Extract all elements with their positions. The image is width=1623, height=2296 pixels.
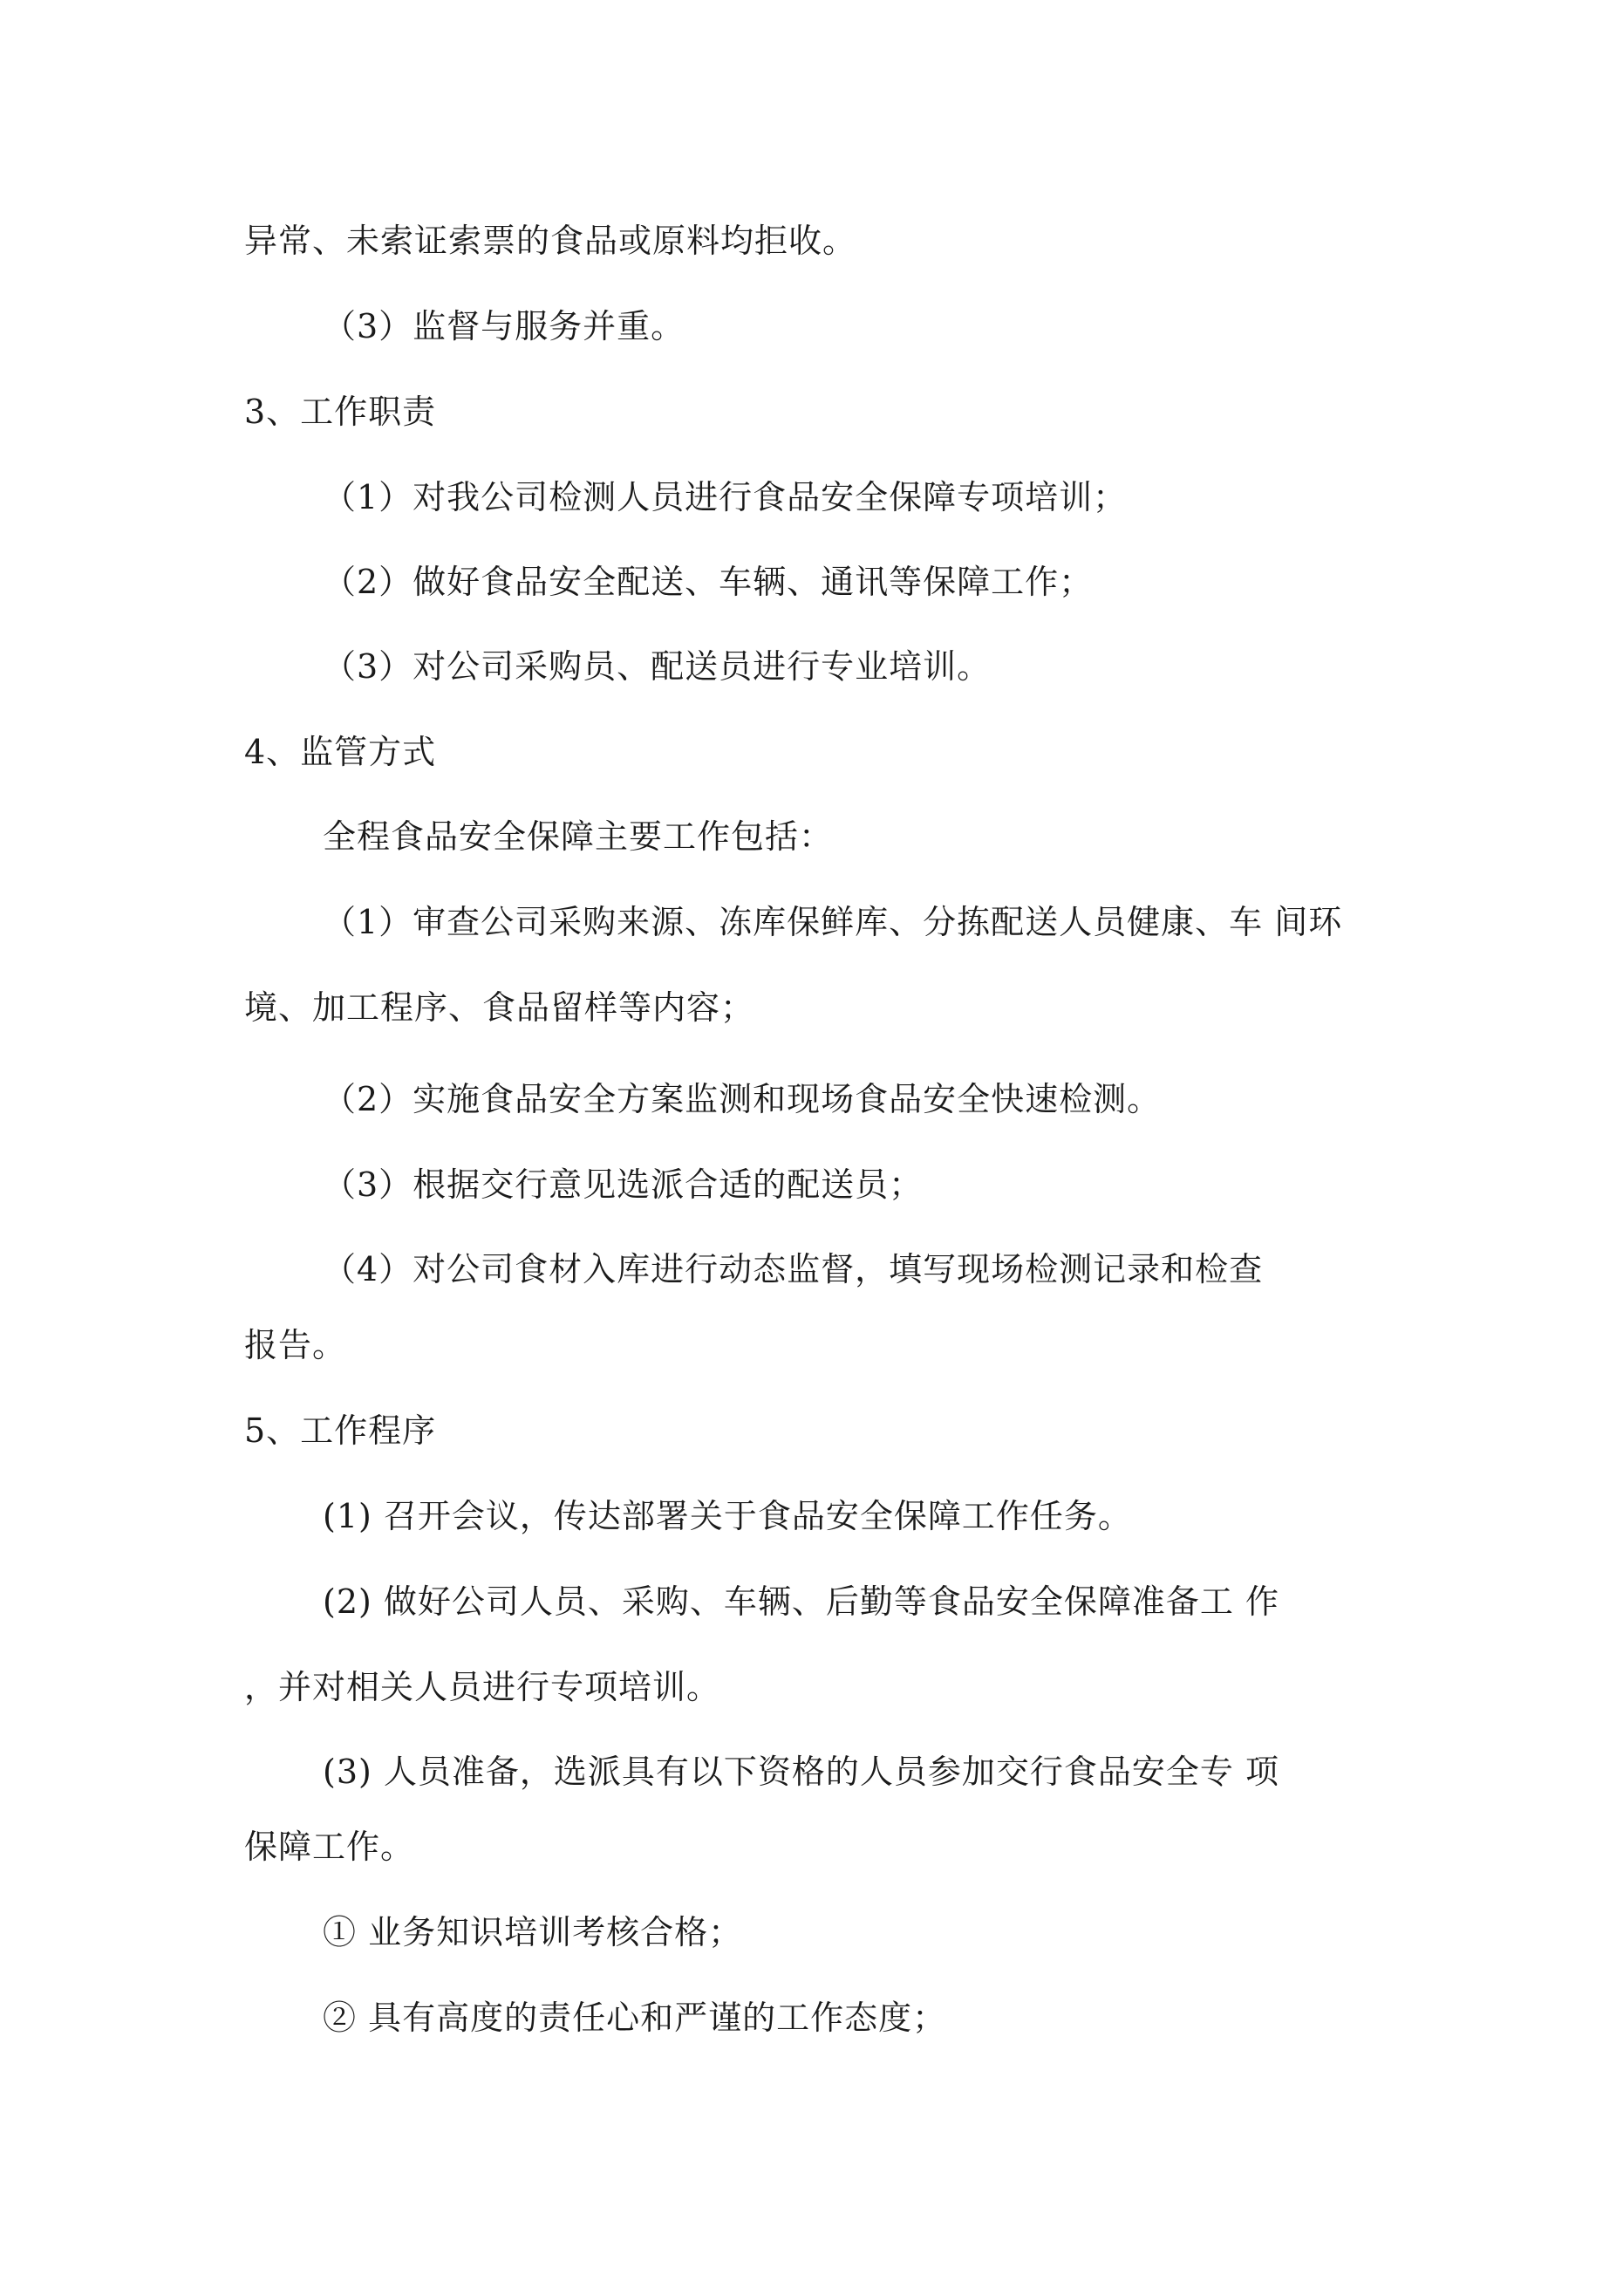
text-line: （4）对公司食材入库进行动态监督，填写现场检测记录和检查: [323, 1250, 1264, 1288]
text-line: （2）做好食品安全配送、车辆、通讯等保障工作；: [323, 563, 1094, 601]
text-line: (3) 人员准备，选派具有以下资格的人员参加交行食品安全专 项: [323, 1753, 1279, 1791]
text-line: 报告。: [244, 1326, 347, 1364]
text-line: （3）监督与服务并重。: [323, 307, 685, 345]
section-heading: 3、工作职责: [244, 393, 437, 431]
text-line: （1）对我公司检测人员进行食品安全保障专项培训；: [323, 478, 1128, 516]
text-line: ② 具有高度的责任心和严谨的工作态度；: [323, 1999, 947, 2037]
text-line: 异常、未索证索票的食品或原料均拒收。: [244, 222, 857, 260]
text-line: （1）审查公司采购来源、冻库保鲜库、分拣配送人员健康、车 间环: [323, 903, 1343, 941]
section-heading: 5、工作程序: [244, 1411, 437, 1450]
text-line: (2) 做好公司人员、采购、车辆、后勤等食品安全保障准备工 作: [323, 1582, 1279, 1621]
text-line: 全程食品安全保障主要工作包括：: [323, 817, 834, 856]
text-line: （2）实施食品安全方案监测和现场食品安全快速检测。: [323, 1080, 1162, 1118]
text-line: （3）对公司采购员、配送员进行专业培训。: [323, 647, 992, 686]
text-line: ，并对相关人员进行专项培训。: [244, 1668, 721, 1706]
text-line: 保障工作。: [244, 1828, 415, 1866]
text-line: (1) 召开会议，传达部署关于食品安全保障工作任务。: [323, 1497, 1132, 1535]
text-line: 境、加工程序、食品留样等内容；: [244, 988, 755, 1027]
text-line: ① 业务知识培训考核合格；: [323, 1913, 743, 1951]
text-line: （3）根据交行意见选派合适的配送员；: [323, 1165, 924, 1204]
section-heading: 4、监管方式: [244, 733, 437, 771]
